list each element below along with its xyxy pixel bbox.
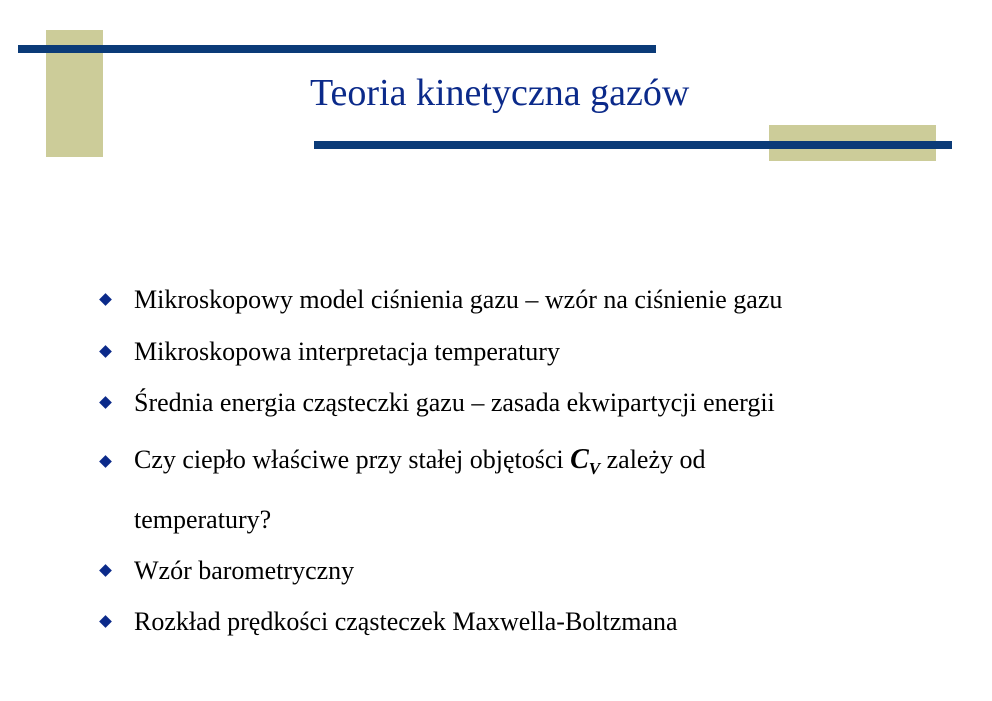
list-item-continuation: temperatury? xyxy=(134,505,272,534)
cv-subscript: V xyxy=(588,459,601,478)
bullet-diamond-icon xyxy=(99,396,112,409)
list-item: Mikroskopowy model ciśnienia gazu – wzór na ciśnienie gazu xyxy=(134,285,783,314)
bullet-diamond-icon xyxy=(99,564,112,577)
list-item: Rozkład prędkości cząsteczek Maxwella-Boltzmana xyxy=(134,607,678,636)
slide-title: Teoria kinetyczna gazów xyxy=(310,72,690,114)
bullet-diamond-icon xyxy=(99,615,112,628)
bullet-diamond-icon xyxy=(99,293,112,306)
cv-symbol: $C_V$ xyxy=(570,444,601,478)
list-item: Mikroskopowa interpretacja temperatury xyxy=(134,337,560,366)
decorative-bar-top xyxy=(18,45,656,53)
cv-question-tail: zależy od xyxy=(600,445,706,474)
decorative-bar-bottom xyxy=(314,141,952,149)
bullet-diamond-icon xyxy=(99,345,112,358)
bullet-diamond-icon xyxy=(99,455,112,468)
list-item-cv-question xyxy=(134,446,706,477)
cv-question-text: Czy ciepło właściwe przy stałej objętości xyxy=(134,445,571,474)
list-item: Średnia energia cząsteczki gazu – zasada ekwipartycji energii xyxy=(134,388,775,417)
list-item: Wzór barometryczny xyxy=(134,556,355,585)
